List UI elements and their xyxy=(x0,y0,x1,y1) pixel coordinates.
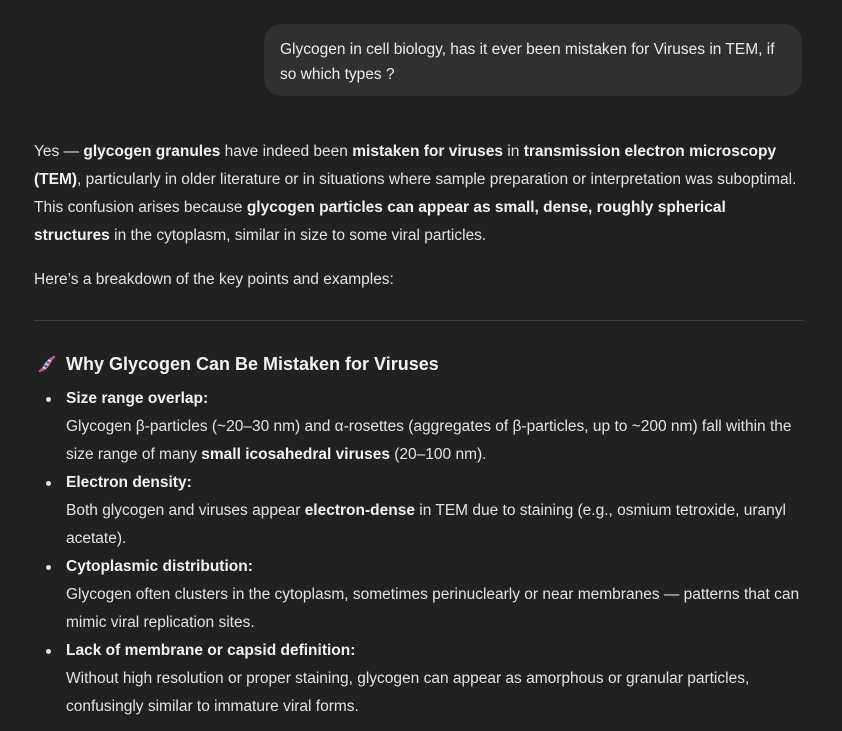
intro-text: in the cytoplasm, similar in size to some viral particles. xyxy=(109,227,487,244)
point-body: Without high resolution or proper staining, glycogen can appear as amorphous or granular particles, confusingly similar to immature viral forms. xyxy=(66,670,750,715)
intro-bold-text: mistaken for viruses xyxy=(352,143,503,160)
point-title: Cytoplasmic distribution: xyxy=(66,558,253,575)
points-list xyxy=(34,385,804,721)
intro-text: Yes — xyxy=(34,143,84,160)
point-text: Glycogen β-particles (~20–30 nm) and α-rosettes (aggregates of β-particles, up to ~200 nm) fall within the size range of many xyxy=(66,418,792,463)
user-message-text: Glycogen in cell biology, has it ever been mistaken for Viruses in TEM, if so which types ? xyxy=(280,41,775,83)
point-text: in TEM due to staining (e.g., osmium tetroxide, uranyl acetate). xyxy=(66,502,786,547)
bullet-dot xyxy=(46,481,51,486)
point-body: Glycogen often clusters in the cytoplasm, sometimes perinuclearly or near membranes — patterns that can mimic viral replication sites. xyxy=(66,586,800,631)
dna-icon xyxy=(36,353,58,375)
intro-text: have indeed been xyxy=(220,143,353,160)
intro-bold-text: glycogen granules xyxy=(83,143,221,160)
list-item xyxy=(34,469,804,553)
point-title: Lack of membrane or capsid definition: xyxy=(66,642,356,659)
bullet-dot xyxy=(46,649,51,654)
point-title: Electron density: xyxy=(66,474,192,491)
point-body xyxy=(66,497,804,553)
user-message-bubble xyxy=(264,24,802,96)
point-bold-text: electron-dense xyxy=(304,502,415,519)
section-divider xyxy=(34,320,804,321)
point-bold-text: small icosahedral viruses xyxy=(201,446,390,463)
list-item xyxy=(34,637,804,721)
point-text: (20–100 nm). xyxy=(389,446,487,463)
intro-text: , particularly in older literature or in situations where sample preparation or interpretation was suboptimal. This confusion arises because xyxy=(34,171,797,216)
list-item xyxy=(34,553,804,637)
bullet-dot xyxy=(46,397,51,402)
point-text: Both glycogen and viruses appear xyxy=(66,502,305,519)
section-heading xyxy=(34,349,804,379)
list-item xyxy=(34,385,804,469)
breakdown-paragraph: Here’s a breakdown of the key points and examples: xyxy=(34,271,394,288)
intro-bold-text: transmission electron microscopy (TEM) xyxy=(34,143,777,188)
section-title: Why Glycogen Can Be Mistaken for Viruses xyxy=(66,354,439,374)
intro-bold-text: glycogen particles can appear as small, dense, roughly spherical structures xyxy=(34,199,726,244)
assistant-response xyxy=(34,138,804,721)
intro-text: in xyxy=(503,143,524,160)
point-body xyxy=(66,413,804,469)
point-title: Size range overlap: xyxy=(66,390,209,407)
intro-paragraph xyxy=(34,138,804,250)
bullet-dot xyxy=(46,565,51,570)
